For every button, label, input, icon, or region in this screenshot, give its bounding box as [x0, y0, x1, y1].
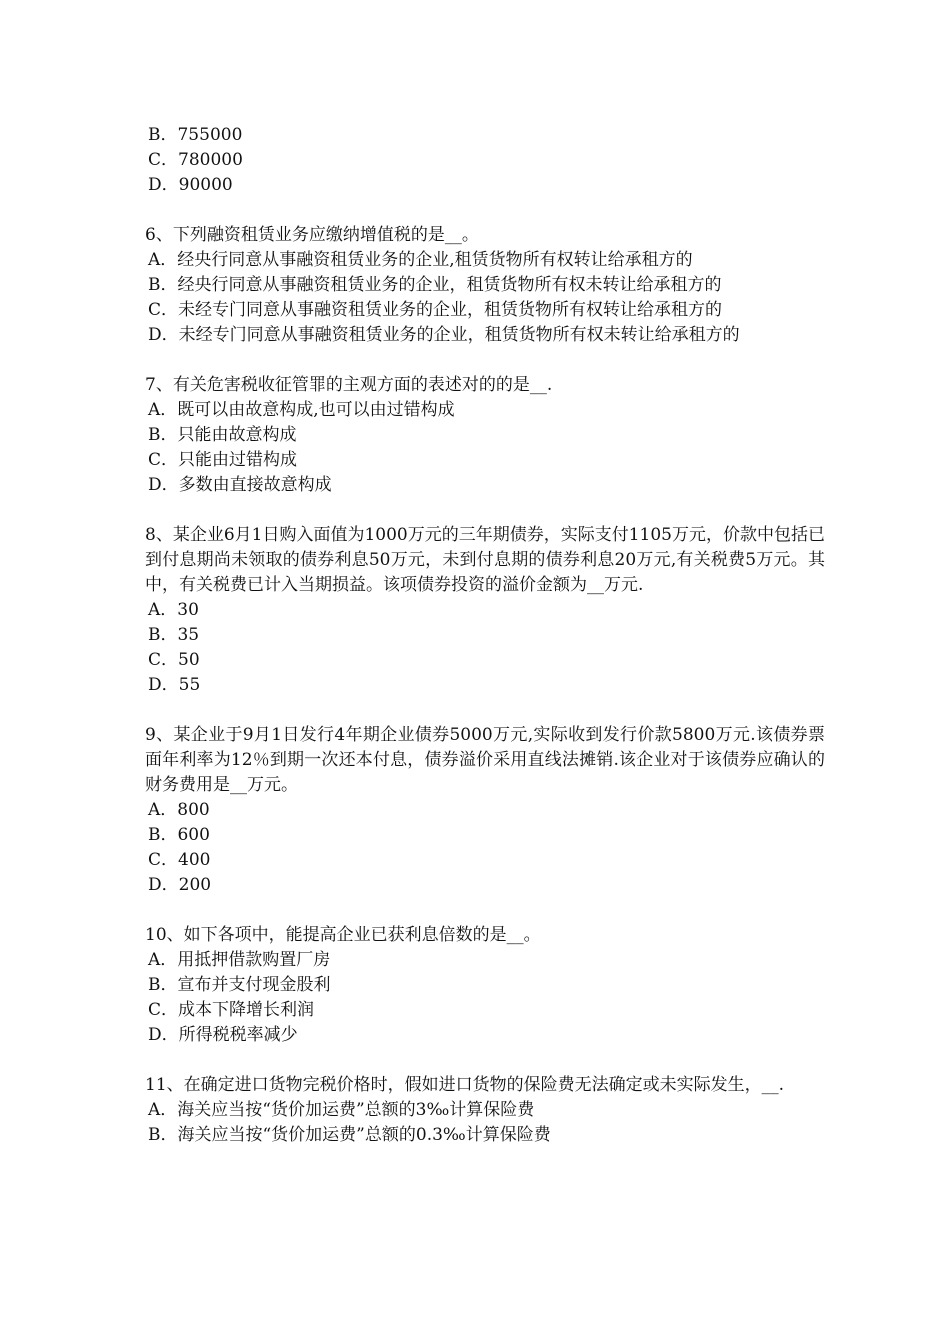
option-c: C．780000: [148, 150, 243, 170]
option-a: A．经央行同意从事融资租赁业务的企业,租赁货物所有权转让给承租方的: [148, 250, 693, 270]
question-6: [145, 223, 825, 348]
question-11: [145, 1073, 825, 1148]
option-d: D．所得税税率减少: [148, 1025, 298, 1045]
option-c: C．未经专门同意从事融资租赁业务的企业，租赁货物所有权转让给承租方的: [148, 300, 723, 320]
question-stem: 8、某企业6月1日购入面值为1000万元的三年期债券，实际支付1105万元，价款中包括已到付息期尚未领取的债券利息50万元，未到付息期的债券利息20万元,有关税费5万元。其中，有关税费已计入当期损益。该项债券投资的溢价金额为__万元.: [145, 525, 825, 595]
question-9: [145, 723, 825, 898]
option-d: D．90000: [148, 175, 233, 195]
option-c: C．成本下降增长利润: [148, 1000, 315, 1020]
option-c: C．只能由过错构成: [148, 450, 298, 470]
question-10: [145, 923, 825, 1048]
option-d: D．55: [148, 675, 201, 695]
option-b: B．海关应当按“货价加运费”总额的0.3‰计算保险费: [148, 1125, 551, 1145]
question-7: [145, 373, 825, 498]
option-b: B．755000: [148, 125, 243, 145]
question-8: [145, 523, 825, 698]
question-stem: 10、如下各项中，能提高企业已获利息倍数的是__。: [145, 925, 541, 945]
option-c: C．50: [148, 650, 200, 670]
option-b: B．只能由故意构成: [148, 425, 297, 445]
document-page: [145, 123, 825, 1148]
question-stem: 6、下列融资租赁业务应缴纳增值税的是__。: [145, 225, 479, 245]
option-a: A．30: [148, 600, 199, 620]
option-a: A．用抵押借款购置厂房: [148, 950, 331, 970]
option-d: D．200: [148, 875, 212, 895]
option-b: B．600: [148, 825, 210, 845]
option-b: B．宣布并支付现金股利: [148, 975, 331, 995]
option-d: D．未经专门同意从事融资租赁业务的企业，租赁货物所有权未转让给承租方的: [148, 325, 740, 345]
option-a: A．海关应当按“货价加运费”总额的3‰计算保险费: [148, 1100, 535, 1120]
option-d: D．多数由直接故意构成: [148, 475, 332, 495]
option-a: A．既可以由故意构成,也可以由过错构成: [148, 400, 455, 420]
option-b: B．经央行同意从事融资租赁业务的企业，租赁货物所有权未转让给承租方的: [148, 275, 722, 295]
question-stem: 9、某企业于9月1日发行4年期企业债券5000万元,实际收到发行价款5800万元.该债券票面年利率为12％到期一次还本付息，债券溢价采用直线法摊销.该企业对于该债券应确认的财务费用是__万元。: [145, 725, 825, 795]
option-a: A．800: [148, 800, 210, 820]
question-stem: 11、在确定进口货物完税价格时，假如进口货物的保险费无法确定或未实际发生，__.: [145, 1075, 785, 1095]
question-stem: 7、有关危害税收征管罪的主观方面的表述对的的是__.: [145, 375, 553, 395]
option-c: C．400: [148, 850, 211, 870]
question-5-options: [145, 123, 825, 198]
option-b: B．35: [148, 625, 200, 645]
